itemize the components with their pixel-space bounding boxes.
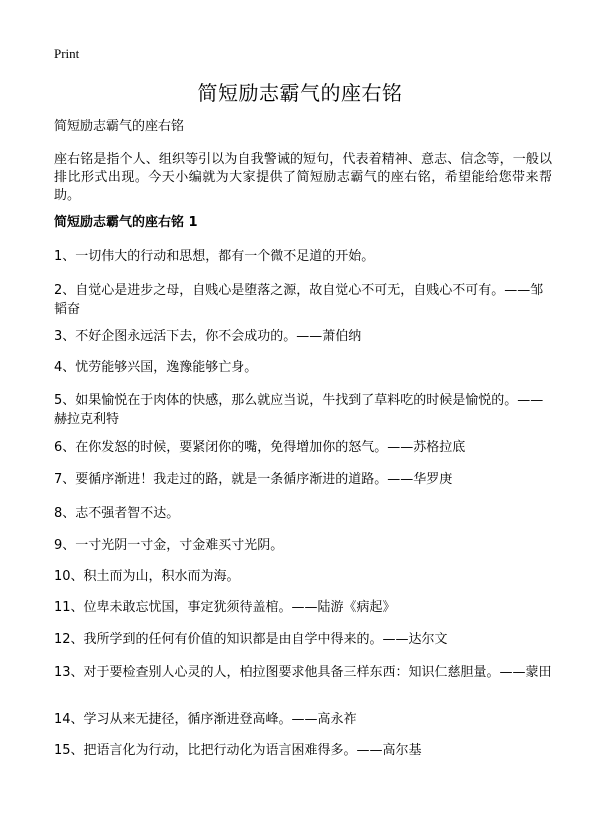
list-item: 8、志不强者智不达。 — [54, 506, 180, 521]
list-item: 11、位卑未敢忘忧国，事定犹须待盖棺。——陆游《病起》 — [54, 600, 396, 615]
section-heading: 简短励志霸气的座右铭 1 — [54, 215, 198, 230]
subtitle: 简短励志霸气的座右铭 — [54, 119, 185, 134]
list-item: 3、不好企图永远活下去，你不会成功的。——萧伯纳 — [54, 329, 362, 344]
list-item: 4、忧劳能够兴国，逸豫能够亡身。 — [54, 360, 258, 375]
list-item: 12、我所学到的任何有价值的知识都是由自学中得来的。——达尔文 — [54, 632, 448, 647]
list-item: 2、自觉心是进步之母，自贱心是堕落之源，故自觉心不可无，自贱心不可有。——邹韬奋 — [54, 283, 544, 317]
list-item: 1、一切伟大的行动和思想，都有一个微不足道的开始。 — [54, 249, 375, 264]
list-item: 7、要循序渐进！我走过的路，就是一条循序渐进的道路。——华罗庚 — [54, 472, 453, 487]
list-item: 14、学习从来无捷径，循序渐进登高峰。——高永祚 — [54, 712, 357, 727]
list-item: 9、一寸光阴一寸金，寸金难买寸光阴。 — [54, 538, 284, 553]
list-item: 10、积土而为山，积水而为海。 — [54, 569, 240, 584]
list-item: 6、在你发怒的时候，要紧闭你的嘴，免得增加你的怒气。——苏格拉底 — [54, 440, 466, 455]
print-label[interactable]: Print — [54, 46, 80, 61]
list-item: 5、如果愉悦在于肉体的快感，那么就应当说，牛找到了草料吃的时候是愉悦的。——赫拉克利特 — [54, 393, 544, 427]
intro-paragraph: 座右铭是指个人、组织等引以为自我警诫的短句，代表着精神、意志、信念等，一般以排比形式出现。今天小编就为大家提供了简短励志霸气的座右铭，希望能给您带来帮助。 — [54, 152, 552, 203]
list-item: 13、对于要检查别人心灵的人，柏拉图要求他具备三样东西：知识仁慈胆量。——蒙田 — [54, 665, 552, 680]
list-item: 15、把语言化为行动，比把行动化为语言困难得多。——高尔基 — [54, 743, 422, 758]
page-title: 简短励志霸气的座右铭 — [197, 81, 403, 105]
